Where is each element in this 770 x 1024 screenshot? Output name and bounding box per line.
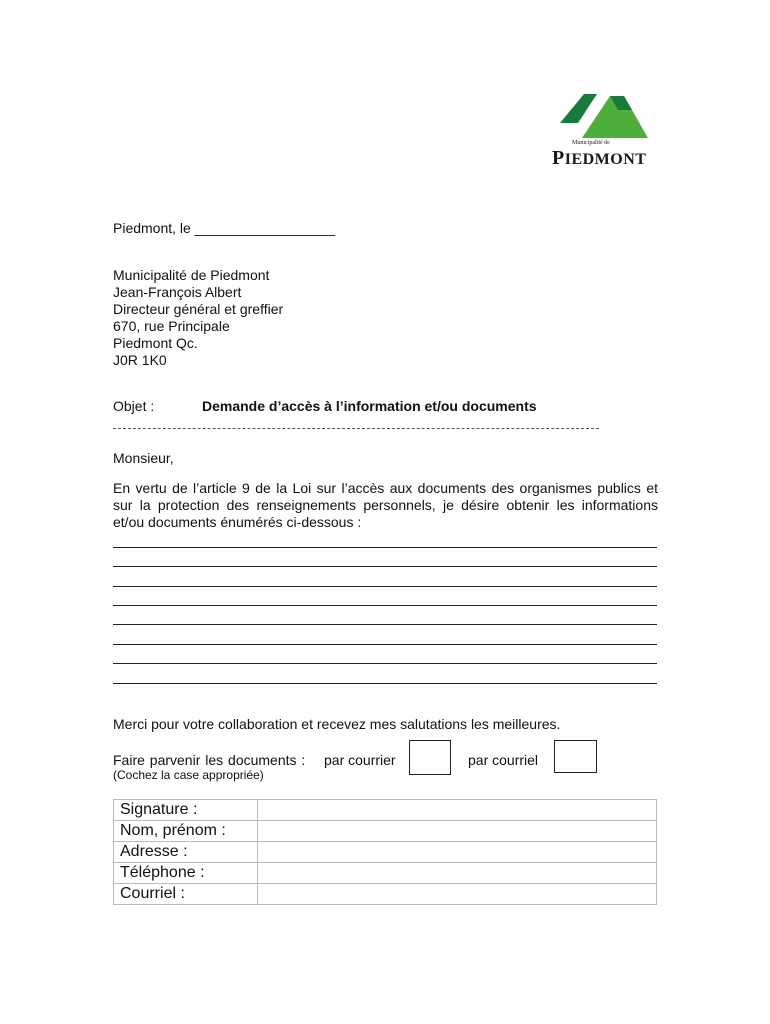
field-label-address: Adresse :	[114, 842, 258, 863]
request-paragraph: En vertu de l’article 9 de la Loi sur l’accès aux documents des organismes publics et sur la protection des renseignements personnels, je désire obtenir les informations et/ou documents énumérés ci-dessous :	[113, 480, 658, 530]
signature-table	[113, 799, 657, 905]
delivery-label: Faire parvenir les documents :	[113, 752, 306, 768]
field-label-signature: Signature :	[114, 800, 258, 821]
subject-text: Demande d’accès à l’information et/ou documents	[202, 398, 537, 414]
mail-checkbox[interactable]	[409, 740, 451, 775]
recipient-line: Municipalité de Piedmont	[113, 267, 270, 283]
writing-line[interactable]	[113, 586, 657, 587]
closing-text: Merci pour votre collaboration et recevez mes salutations les meilleures.	[113, 716, 561, 732]
subject-underline	[113, 428, 599, 429]
writing-line[interactable]	[113, 663, 657, 664]
table-row	[114, 884, 657, 905]
municipality-logo	[552, 90, 660, 169]
email-field[interactable]	[258, 884, 657, 905]
logo-subtitle: Municipalité de	[572, 140, 610, 146]
field-label-email: Courriel :	[114, 884, 258, 905]
email-option-label: par courriel	[468, 752, 539, 768]
name-field[interactable]	[258, 821, 657, 842]
delivery-note: (Cochez la case appropriée)	[113, 768, 264, 782]
writing-line[interactable]	[113, 605, 657, 606]
date-line: Piedmont, le __________________	[113, 220, 335, 236]
field-label-phone: Téléphone :	[114, 863, 258, 884]
email-checkbox[interactable]	[554, 740, 597, 773]
writing-line[interactable]	[113, 683, 657, 684]
writing-line[interactable]	[113, 547, 657, 548]
writing-line[interactable]	[113, 644, 657, 645]
address-field[interactable]	[258, 842, 657, 863]
signature-field[interactable]	[258, 800, 657, 821]
phone-field[interactable]	[258, 863, 657, 884]
writing-line[interactable]	[113, 566, 657, 567]
recipient-address	[113, 267, 283, 369]
mail-option-label: par courrier	[324, 752, 396, 768]
recipient-line: 670, rue Principale	[113, 318, 230, 334]
field-label-name: Nom, prénom :	[114, 821, 258, 842]
table-row	[114, 842, 657, 863]
recipient-line: Piedmont Qc.	[113, 335, 198, 351]
table-row	[114, 821, 657, 842]
recipient-line: J0R 1K0	[113, 352, 167, 368]
recipient-line: Directeur général et greffier	[113, 301, 284, 317]
logo-wordmark: PIEDMONT	[552, 147, 647, 169]
recipient-line: Jean-François Albert	[113, 284, 242, 300]
subject-label: Objet :	[113, 398, 155, 414]
writing-line[interactable]	[113, 624, 657, 625]
mountains-logo-icon	[560, 90, 650, 138]
table-row	[114, 863, 657, 884]
salutation: Monsieur,	[113, 450, 174, 466]
table-row	[114, 800, 657, 821]
